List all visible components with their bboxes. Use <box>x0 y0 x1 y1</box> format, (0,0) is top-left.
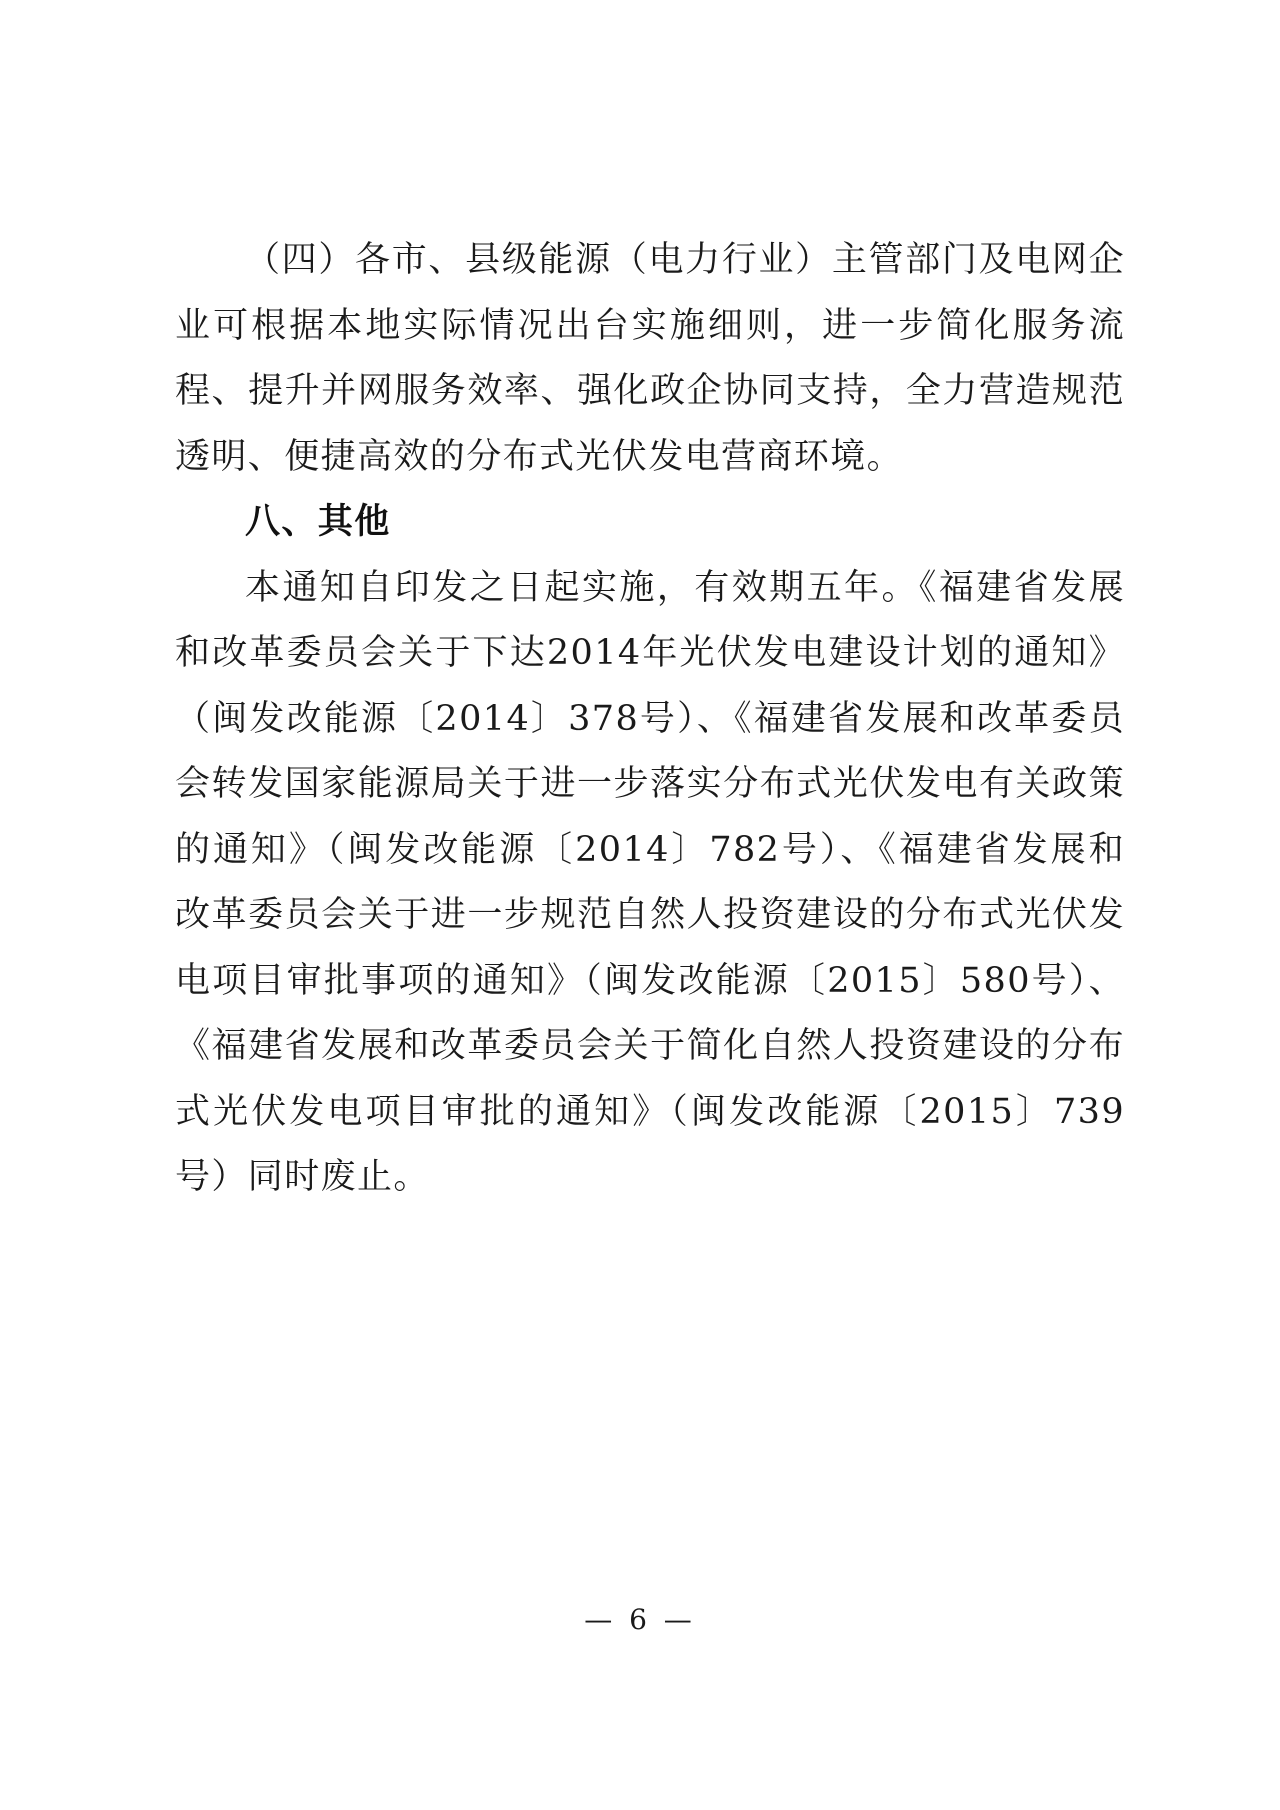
section-heading-other: 八、其他 <box>245 502 391 542</box>
page-number: — 6 — <box>584 1603 696 1636</box>
paragraph-implementation-rules: （四）各市、县级能源（电力行业）主管部门及电网企业可根据本地实际情况出台实施细则，进一步简化服务流程、提升并网服务效率、强化政企协同支持，全力营造规范透明、便捷高效的分布式光伏发电营商环境。 <box>175 240 1125 477</box>
document-body <box>175 228 1125 1211</box>
paragraph-effective-period: 本通知自印发之日起实施，有效期五年。《福建省发展和改革委员会关于下达2014年光伏发电建设计划的通知》（闽发改能源〔2014〕378号）、《福建省发展和改革委员会转发国家能源局关于进一步落实分布式光伏发电有关政策的通知》（闽发改能源〔2014〕782号）、《福建省发展和改革委员会关于进一步规范自然人投资建设的分布式光伏发电项目审批事项的通知》（闽发改能源〔2015〕580号）、《福建省发展和改革委员会关于简化自然人投资建设的分布式光伏发电项目审批的通知》（闽发改能源〔2015〕739号）同时废止。 <box>175 567 1125 1197</box>
